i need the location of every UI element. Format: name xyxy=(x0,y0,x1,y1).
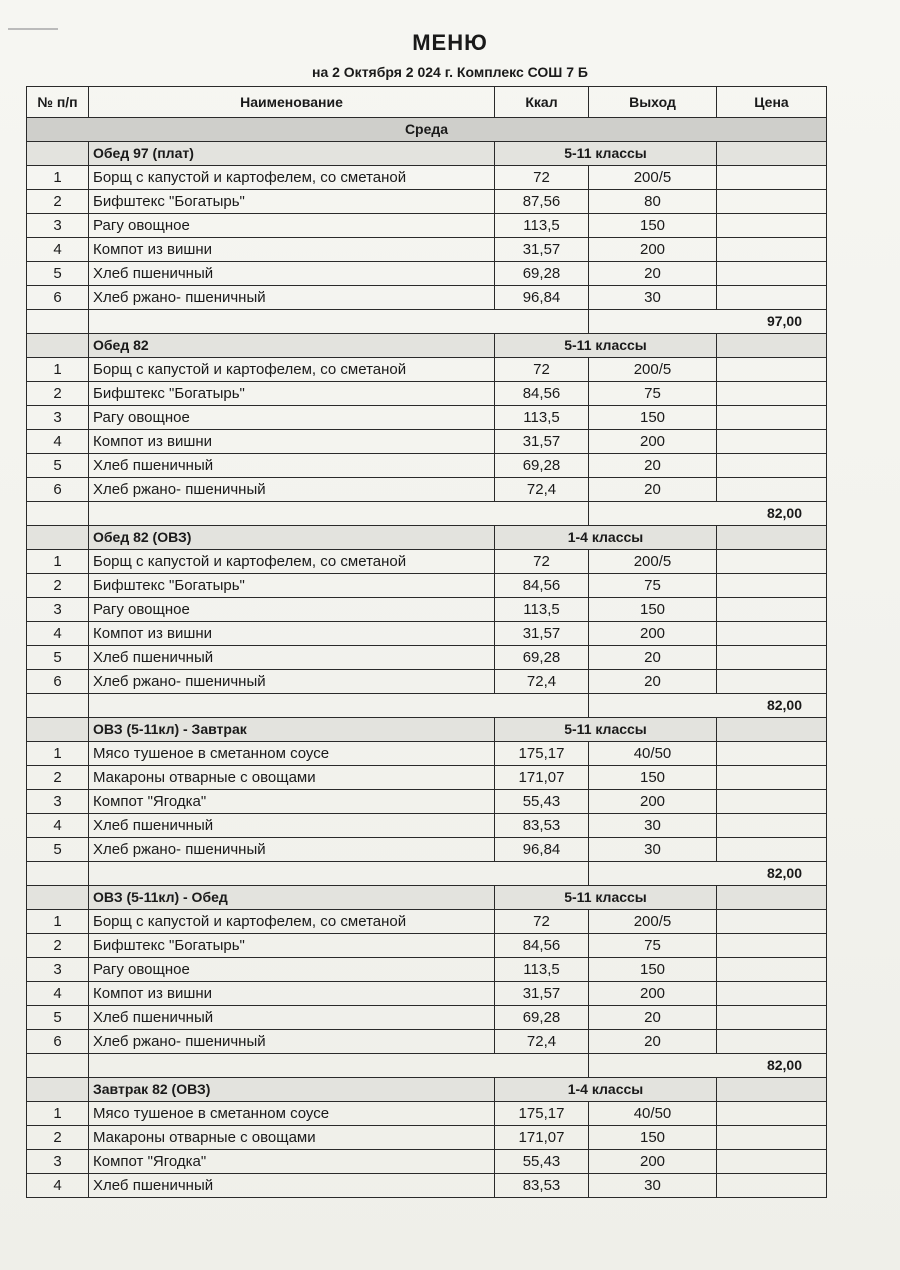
menu-item-row xyxy=(27,814,827,838)
item-name: Хлеб ржано- пшеничный xyxy=(89,838,495,862)
item-price xyxy=(717,766,827,790)
menu-item-row xyxy=(27,550,827,574)
item-number: 5 xyxy=(27,646,89,670)
section-empty-cell xyxy=(27,1078,89,1102)
item-number: 3 xyxy=(27,406,89,430)
section-price-cell xyxy=(717,718,827,742)
menu-item-row xyxy=(27,1006,827,1030)
item-number: 5 xyxy=(27,454,89,478)
item-kcal: 96,84 xyxy=(495,838,589,862)
header-name: Наименование xyxy=(89,87,495,118)
item-kcal: 113,5 xyxy=(495,406,589,430)
item-price xyxy=(717,838,827,862)
item-name: Компот "Ягодка" xyxy=(89,1150,495,1174)
item-kcal: 83,53 xyxy=(495,814,589,838)
item-kcal: 72 xyxy=(495,910,589,934)
item-name: Хлеб пшеничный xyxy=(89,814,495,838)
item-price xyxy=(717,1150,827,1174)
item-name: Компот из вишни xyxy=(89,622,495,646)
item-name: Рагу овощное xyxy=(89,214,495,238)
item-name: Хлеб ржано- пшеничный xyxy=(89,478,495,502)
item-kcal: 84,56 xyxy=(495,934,589,958)
item-number: 6 xyxy=(27,670,89,694)
total-empty-cell xyxy=(89,310,589,334)
item-number: 1 xyxy=(27,742,89,766)
item-number: 3 xyxy=(27,598,89,622)
section-total-row xyxy=(27,862,827,886)
item-price xyxy=(717,1102,827,1126)
menu-item-row xyxy=(27,574,827,598)
total-empty-cell xyxy=(27,502,89,526)
menu-item-row xyxy=(27,766,827,790)
total-empty-cell xyxy=(27,310,89,334)
item-output: 20 xyxy=(589,262,717,286)
item-output: 75 xyxy=(589,382,717,406)
item-kcal: 31,57 xyxy=(495,430,589,454)
item-output: 150 xyxy=(589,1126,717,1150)
item-number: 5 xyxy=(27,838,89,862)
section-total-row xyxy=(27,502,827,526)
header-num: № п/п xyxy=(27,87,89,118)
item-kcal: 83,53 xyxy=(495,1174,589,1198)
menu-item-row xyxy=(27,934,827,958)
item-price xyxy=(717,454,827,478)
day-label: Среда xyxy=(27,118,827,142)
menu-item-row xyxy=(27,478,827,502)
item-kcal: 72 xyxy=(495,166,589,190)
item-output: 20 xyxy=(589,478,717,502)
item-output: 150 xyxy=(589,958,717,982)
item-price xyxy=(717,262,827,286)
item-name: Компот "Ягодка" xyxy=(89,790,495,814)
item-price xyxy=(717,742,827,766)
menu-item-row xyxy=(27,670,827,694)
item-name: Борщ с капустой и картофелем, со сметаной xyxy=(89,358,495,382)
item-kcal: 113,5 xyxy=(495,214,589,238)
item-kcal: 69,28 xyxy=(495,454,589,478)
menu-item-row xyxy=(27,646,827,670)
menu-item-row xyxy=(27,286,827,310)
item-kcal: 84,56 xyxy=(495,382,589,406)
menu-item-row xyxy=(27,406,827,430)
item-number: 4 xyxy=(27,622,89,646)
item-name: Бифштекс "Богатырь" xyxy=(89,574,495,598)
item-output: 200 xyxy=(589,622,717,646)
item-name: Хлеб пшеничный xyxy=(89,454,495,478)
menu-item-row xyxy=(27,1030,827,1054)
page-title: МЕНЮ xyxy=(412,30,488,55)
item-number: 1 xyxy=(27,358,89,382)
section-title: ОВЗ (5-11кл) - Завтрак xyxy=(89,718,495,742)
day-row xyxy=(27,118,827,142)
section-header-row xyxy=(27,142,827,166)
section-title: Обед 97 (плат) xyxy=(89,142,495,166)
item-number: 3 xyxy=(27,214,89,238)
item-output: 200 xyxy=(589,430,717,454)
header-out: Выход xyxy=(589,87,717,118)
item-name: Хлеб пшеничный xyxy=(89,646,495,670)
item-number: 3 xyxy=(27,1150,89,1174)
header-kcal: Ккал xyxy=(495,87,589,118)
item-number: 4 xyxy=(27,238,89,262)
item-kcal: 31,57 xyxy=(495,238,589,262)
item-number: 2 xyxy=(27,382,89,406)
section-price-cell xyxy=(717,1078,827,1102)
menu-item-row xyxy=(27,910,827,934)
item-number: 1 xyxy=(27,1102,89,1126)
item-name: Макароны отварные с овощами xyxy=(89,766,495,790)
item-number: 6 xyxy=(27,286,89,310)
section-title: ОВЗ (5-11кл) - Обед xyxy=(89,886,495,910)
item-price xyxy=(717,406,827,430)
item-kcal: 72 xyxy=(495,550,589,574)
item-number: 5 xyxy=(27,1006,89,1030)
item-price xyxy=(717,1006,827,1030)
menu-item-row xyxy=(27,982,827,1006)
item-name: Хлеб пшеничный xyxy=(89,262,495,286)
item-price xyxy=(717,286,827,310)
item-kcal: 171,07 xyxy=(495,1126,589,1150)
item-name: Борщ с капустой и картофелем, со сметаной xyxy=(89,166,495,190)
item-name: Борщ с капустой и картофелем, со сметаной xyxy=(89,550,495,574)
item-name: Рагу овощное xyxy=(89,958,495,982)
menu-item-row xyxy=(27,958,827,982)
menu-item-row xyxy=(27,430,827,454)
item-kcal: 113,5 xyxy=(495,958,589,982)
item-price xyxy=(717,550,827,574)
item-number: 1 xyxy=(27,550,89,574)
section-total-price: 82,00 xyxy=(589,862,827,886)
item-name: Хлеб ржано- пшеничный xyxy=(89,1030,495,1054)
item-output: 200/5 xyxy=(589,910,717,934)
item-kcal: 87,56 xyxy=(495,190,589,214)
item-output: 75 xyxy=(589,574,717,598)
section-total-row xyxy=(27,694,827,718)
item-name: Компот из вишни xyxy=(89,982,495,1006)
item-kcal: 113,5 xyxy=(495,598,589,622)
section-price-cell xyxy=(717,526,827,550)
header-price: Цена xyxy=(717,87,827,118)
item-kcal: 31,57 xyxy=(495,982,589,1006)
item-kcal: 175,17 xyxy=(495,742,589,766)
item-kcal: 69,28 xyxy=(495,262,589,286)
item-name: Бифштекс "Богатырь" xyxy=(89,190,495,214)
item-output: 20 xyxy=(589,1006,717,1030)
menu-body xyxy=(27,118,827,1198)
item-output: 20 xyxy=(589,1030,717,1054)
item-price xyxy=(717,622,827,646)
item-price xyxy=(717,1030,827,1054)
total-empty-cell xyxy=(27,1054,89,1078)
section-total-price: 82,00 xyxy=(589,502,827,526)
menu-item-row xyxy=(27,262,827,286)
item-price xyxy=(717,646,827,670)
item-number: 6 xyxy=(27,1030,89,1054)
item-price xyxy=(717,574,827,598)
item-number: 3 xyxy=(27,958,89,982)
section-total-price: 82,00 xyxy=(589,1054,827,1078)
menu-item-row xyxy=(27,1102,827,1126)
menu-item-row xyxy=(27,190,827,214)
item-price xyxy=(717,814,827,838)
item-output: 30 xyxy=(589,814,717,838)
item-name: Рагу овощное xyxy=(89,406,495,430)
menu-item-row xyxy=(27,214,827,238)
item-output: 150 xyxy=(589,598,717,622)
total-empty-cell xyxy=(27,862,89,886)
item-name: Макароны отварные с овощами xyxy=(89,1126,495,1150)
section-empty-cell xyxy=(27,334,89,358)
item-price xyxy=(717,982,827,1006)
menu-item-row xyxy=(27,598,827,622)
section-empty-cell xyxy=(27,142,89,166)
menu-item-row xyxy=(27,1150,827,1174)
item-price xyxy=(717,958,827,982)
section-classes: 1-4 классы xyxy=(495,526,717,550)
section-header-row xyxy=(27,526,827,550)
header-row xyxy=(27,87,827,118)
item-kcal: 72,4 xyxy=(495,478,589,502)
menu-item-row xyxy=(27,358,827,382)
item-number: 4 xyxy=(27,1174,89,1198)
total-empty-cell xyxy=(27,694,89,718)
menu-item-row xyxy=(27,166,827,190)
item-output: 40/50 xyxy=(589,1102,717,1126)
item-output: 80 xyxy=(589,190,717,214)
item-output: 150 xyxy=(589,766,717,790)
total-empty-cell xyxy=(89,502,589,526)
item-price xyxy=(717,190,827,214)
item-price xyxy=(717,478,827,502)
section-classes: 5-11 классы xyxy=(495,142,717,166)
item-output: 20 xyxy=(589,646,717,670)
section-title: Обед 82 (ОВЗ) xyxy=(89,526,495,550)
section-total-row xyxy=(27,310,827,334)
section-total-price: 82,00 xyxy=(589,694,827,718)
menu-item-row xyxy=(27,622,827,646)
item-kcal: 175,17 xyxy=(495,1102,589,1126)
item-output: 30 xyxy=(589,1174,717,1198)
item-name: Хлеб ржано- пшеничный xyxy=(89,286,495,310)
item-output: 75 xyxy=(589,934,717,958)
item-number: 5 xyxy=(27,262,89,286)
item-kcal: 84,56 xyxy=(495,574,589,598)
item-name: Хлеб ржано- пшеничный xyxy=(89,670,495,694)
item-name: Хлеб пшеничный xyxy=(89,1174,495,1198)
item-kcal: 55,43 xyxy=(495,1150,589,1174)
item-number: 2 xyxy=(27,574,89,598)
item-number: 4 xyxy=(27,982,89,1006)
item-output: 20 xyxy=(589,454,717,478)
item-name: Мясо тушеное в сметанном соусе xyxy=(89,742,495,766)
section-classes: 5-11 классы xyxy=(495,886,717,910)
item-output: 200/5 xyxy=(589,358,717,382)
item-name: Борщ с капустой и картофелем, со сметаной xyxy=(89,910,495,934)
menu-item-row xyxy=(27,742,827,766)
item-number: 2 xyxy=(27,934,89,958)
section-title: Завтрак 82 (ОВЗ) xyxy=(89,1078,495,1102)
item-name: Рагу овощное xyxy=(89,598,495,622)
item-output: 200 xyxy=(589,982,717,1006)
item-kcal: 72,4 xyxy=(495,670,589,694)
item-kcal: 31,57 xyxy=(495,622,589,646)
item-name: Хлеб пшеничный xyxy=(89,1006,495,1030)
total-empty-cell xyxy=(89,694,589,718)
item-price xyxy=(717,238,827,262)
menu-item-row xyxy=(27,790,827,814)
item-kcal: 72 xyxy=(495,358,589,382)
item-kcal: 55,43 xyxy=(495,790,589,814)
item-kcal: 69,28 xyxy=(495,1006,589,1030)
menu-item-row xyxy=(27,1126,827,1150)
section-price-cell xyxy=(717,334,827,358)
section-empty-cell xyxy=(27,718,89,742)
item-number: 2 xyxy=(27,1126,89,1150)
item-number: 1 xyxy=(27,166,89,190)
item-price xyxy=(717,430,827,454)
item-number: 2 xyxy=(27,766,89,790)
item-name: Бифштекс "Богатырь" xyxy=(89,934,495,958)
item-price xyxy=(717,934,827,958)
item-price xyxy=(717,1174,827,1198)
item-number: 2 xyxy=(27,190,89,214)
item-price xyxy=(717,358,827,382)
section-classes: 5-11 классы xyxy=(495,334,717,358)
total-empty-cell xyxy=(89,1054,589,1078)
item-output: 150 xyxy=(589,406,717,430)
section-header-row xyxy=(27,1078,827,1102)
item-output: 20 xyxy=(589,670,717,694)
item-number: 3 xyxy=(27,790,89,814)
item-kcal: 96,84 xyxy=(495,286,589,310)
item-kcal: 72,4 xyxy=(495,1030,589,1054)
item-output: 150 xyxy=(589,214,717,238)
menu-item-row xyxy=(27,454,827,478)
item-output: 200 xyxy=(589,1150,717,1174)
item-output: 200 xyxy=(589,238,717,262)
item-kcal: 171,07 xyxy=(495,766,589,790)
item-price xyxy=(717,910,827,934)
item-output: 200/5 xyxy=(589,166,717,190)
section-empty-cell xyxy=(27,526,89,550)
section-price-cell xyxy=(717,886,827,910)
item-price xyxy=(717,790,827,814)
item-price xyxy=(717,1126,827,1150)
menu-item-row xyxy=(27,238,827,262)
item-number: 6 xyxy=(27,478,89,502)
total-empty-cell xyxy=(89,862,589,886)
page-subtitle: на 2 Октября 2 024 г. Комплекс СОШ 7 Б xyxy=(311,64,588,80)
item-output: 200 xyxy=(589,790,717,814)
item-number: 4 xyxy=(27,814,89,838)
menu-item-row xyxy=(27,1174,827,1198)
item-price xyxy=(717,166,827,190)
menu-item-row xyxy=(27,382,827,406)
item-kcal: 69,28 xyxy=(495,646,589,670)
section-classes: 1-4 классы xyxy=(495,1078,717,1102)
item-output: 30 xyxy=(589,838,717,862)
item-price xyxy=(717,214,827,238)
item-output: 30 xyxy=(589,286,717,310)
item-price xyxy=(717,598,827,622)
item-output: 40/50 xyxy=(589,742,717,766)
item-price xyxy=(717,382,827,406)
item-price xyxy=(717,670,827,694)
item-output: 200/5 xyxy=(589,550,717,574)
section-title: Обед 82 xyxy=(89,334,495,358)
section-total-row xyxy=(27,1054,827,1078)
item-name: Компот из вишни xyxy=(89,430,495,454)
section-header-row xyxy=(27,886,827,910)
section-empty-cell xyxy=(27,886,89,910)
section-header-row xyxy=(27,718,827,742)
menu-table xyxy=(26,86,827,1198)
section-classes: 5-11 классы xyxy=(495,718,717,742)
section-header-row xyxy=(27,334,827,358)
menu-item-row xyxy=(27,838,827,862)
item-name: Мясо тушеное в сметанном соусе xyxy=(89,1102,495,1126)
item-name: Компот из вишни xyxy=(89,238,495,262)
item-number: 1 xyxy=(27,910,89,934)
item-name: Бифштекс "Богатырь" xyxy=(89,382,495,406)
section-total-price: 97,00 xyxy=(589,310,827,334)
item-number: 4 xyxy=(27,430,89,454)
section-price-cell xyxy=(717,142,827,166)
